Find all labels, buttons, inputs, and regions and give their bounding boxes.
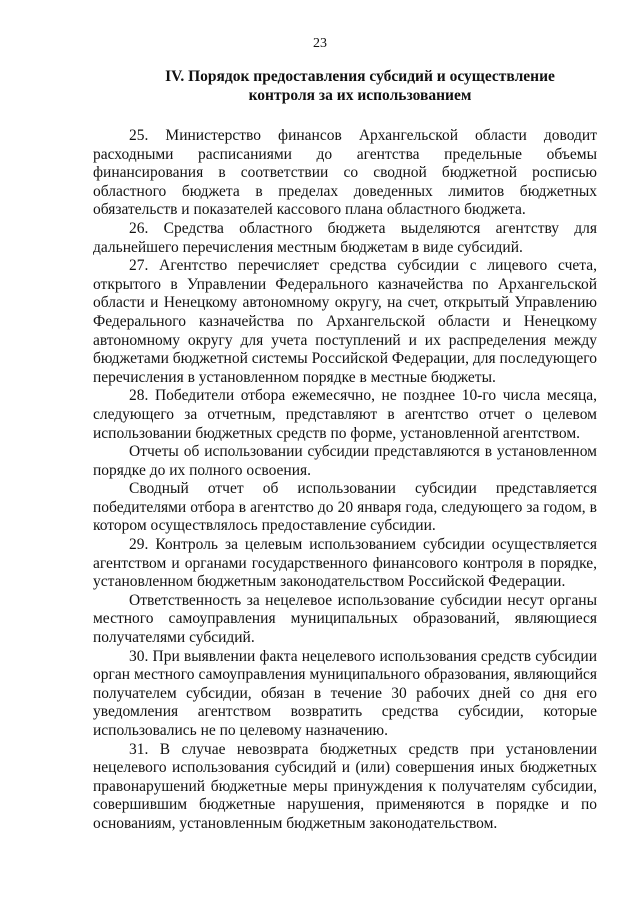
section-title-line-2: контроля за их использованием <box>248 87 472 104</box>
section-title <box>150 67 570 105</box>
paragraph-29: 29. Контроль за целевым использованием субсидии осуществляется агентством и органами государственного финансового контроля в порядке, установленном бюджетным законодательством Российской Федерации. <box>93 536 597 591</box>
paragraph-25: 25. Министерство финансов Архангельской области доводит расходными расписаниями до агентства предельные объемы финансирования в соответствии со сводной бюджетной росписью областного бюджета в пределах доведенных лимитов бюджетных обязательств и показателей кассового плана областного бюджета. <box>93 127 597 219</box>
paragraph-28-summary: Сводный отчет об использовании субсидии представляется победителями отбора в агентство до 20 января года, следующего за годом, в котором осуществлялось предоставление субсидии. <box>93 480 597 535</box>
paragraph-31: 31. В случае невозврата бюджетных средств при установлении нецелевого использования субсидий и (или) совершения иных бюджетных правонарушений бюджетные меры принуждения к получателям субсидии, совершившим бюджетные нарушения, применяются в порядке и по основаниям, установленным бюджетным законодательством. <box>93 740 597 832</box>
paragraph-28: 28. Победители отбора ежемесячно, не позднее 10-го числа месяца, следующего за отчетным, представляют в агентство отчет о целевом использовании бюджетных средств по форме, установленной агентством. <box>93 387 597 442</box>
section-title-line-1: IV. Порядок предоставления субсидий и осуществление <box>165 68 555 85</box>
paragraph-27: 27. Агентство перечисляет средства субсидии с лицевого счета, открытого в Управлении Федерального казначейства по Архангельской области и Ненецкому автономному округу, на счет, открытый Управлению Федерального казначейства по Архангельской области и Ненецкому автономному округу для учета поступлений и их распределения между бюджетами бюджетной системы Российской Федерации, для последующего перечисления в установленном порядке в местные бюджеты. <box>93 257 597 386</box>
page-number: 23 <box>313 36 327 51</box>
document-body <box>93 127 597 834</box>
paragraph-29-responsibility: Ответственность за нецелевое использование субсидии несут органы местного самоуправления муниципальных образований, являющиеся получателями субсидий. <box>93 591 597 647</box>
paragraph-26: 26. Средства областного бюджета выделяются агентству для дальнейшего перечисления местным бюджетам в виде субсидий. <box>93 219 597 256</box>
paragraph-30: 30. При выявлении факта нецелевого использования средств субсидии орган местного самоуправления муниципального образования, являющийся получателем субсидии, обязан в течение 30 рабочих дней со дня его уведомления агентством возвратить средства субсидии, которые использовались не по целевому назначению. <box>93 647 597 739</box>
paragraph-28-reports: Отчеты об использовании субсидии представляются в установленном порядке до их полного освоения. <box>93 443 597 479</box>
